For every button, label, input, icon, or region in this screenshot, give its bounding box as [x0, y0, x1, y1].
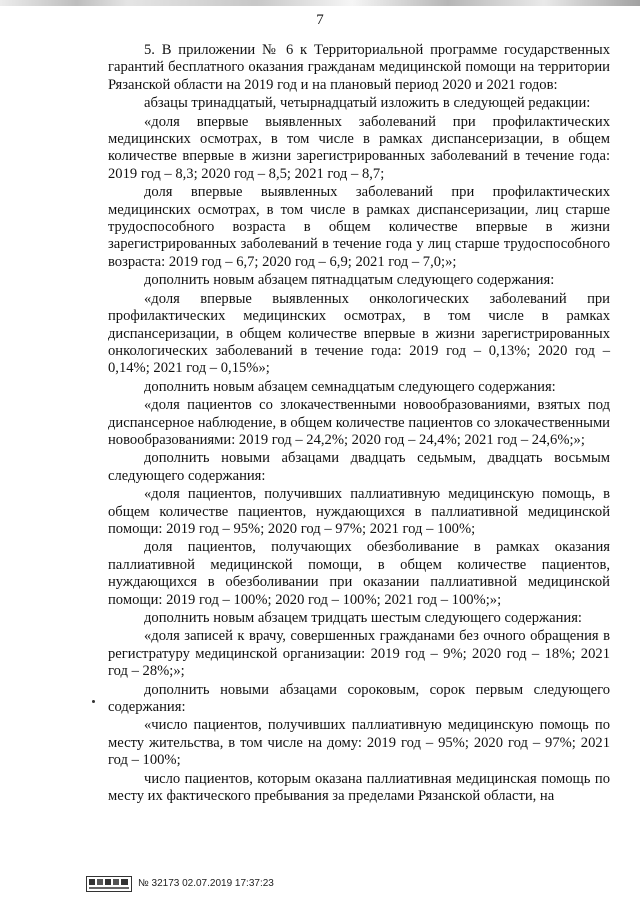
paragraph: дополнить новым абзацем пятнадцатым следующего содержания:: [144, 272, 555, 289]
paragraph: «число пациентов, получивших паллиативную медицинскую помощь по месту жительства, в том числе на дому: 2019 год – 95%; 2020 год – 97%; 2021 год – 100%;: [108, 717, 610, 769]
margin-mark: [92, 700, 95, 703]
registry-stamp-icon: [86, 876, 132, 892]
document-body: [108, 42, 610, 806]
paragraph: «доля пациентов со злокачественными новообразованиями, взятых под диспансерное наблюдение, в общем количестве пациентов со злокачественными новообразованиями: 2019 год – 24,2%; 2020 год – 24,4%; 2021 год – 24,6%;»;: [108, 397, 610, 448]
paragraph: «доля впервые выявленных заболеваний при профилактических медицинских осмотрах, в том числе в рамках диспансеризации, в общем количестве впервые в жизни зарегистрированных заболеваний в течение года: 2019 год – 8,3; 2020 год – 8,5; 2021 год – 8,7;: [108, 113, 610, 182]
paragraph: «доля пациентов, получивших паллиативную медицинскую помощь, в общем количестве пациентов, нуждающихся в паллиативной медицинской помощи: 2019 год – 95%; 2020 год – 97%; 2021 год – 100%;: [108, 486, 610, 537]
paragraph: абзацы тринадцатый, четырнадцатый изложить в следующей редакции:: [144, 95, 591, 112]
paragraph: «доля впервые выявленных онкологических заболеваний при профилактических медицинских осмотрах, в том числе в рамках диспансеризации, в общем количестве впервые в жизни зарегистрированных онкологических заболеваний в течение года: 2019 год – 0,13%; 2020 год – 0,14%; 2021 год – 0,15%»;: [108, 290, 610, 377]
paragraph: дополнить новым абзацем тридцать шестым следующего содержания:: [144, 610, 582, 626]
paragraph: «доля записей к врачу, совершенных гражданами без очного обращения в регистратуру медицинской организации: 2019 год – 9%; 2020 год – 18%; 2021 год – 28%;»;: [108, 628, 610, 680]
registration-footer: № 32173 02.07.2019 17:37:23: [138, 878, 274, 889]
paragraph: доля пациентов, получающих обезболивание в рамках оказания паллиативной медицинской помощи, в общем количестве пациентов, нуждающихся в обезболивании при оказании паллиативной медицинской помощи: 2019 год – 100%; 2020 год – 100%; 2021 год – 100%;»;: [108, 539, 610, 608]
scan-edge: [0, 0, 640, 6]
paragraph: дополнить новыми абзацами сороковым, сорок первым следующего содержания:: [108, 681, 610, 716]
paragraph: дополнить новыми абзацами двадцать седьмым, двадцать восьмым следующего содержания:: [108, 450, 610, 484]
paragraph: 5. В приложении № 6 к Территориальной программе государственных гарантий бесплатного оказания гражданам медицинской помощи на территории Рязанской области на 2019 год и на плановый период 2020 и 2021 годов:: [108, 42, 610, 93]
paragraph: дополнить новым абзацем семнадцатым следующего содержания:: [144, 378, 556, 395]
paragraph: доля впервые выявленных заболеваний при профилактических медицинских осмотрах, в том числе в рамках диспансеризации, лиц старше трудоспособного возраста в общем количестве впервые в жизни зарегистрированных заболеваний в течение года у лиц старше трудоспособного возраста: 2019 год – 6,7; 2020 год – 6,9; 2021 год – 7,0;»;: [108, 184, 610, 270]
page-number: 7: [316, 12, 324, 28]
paragraph: число пациентов, которым оказана паллиативная медицинская помощь по месту их фактического пребывания за пределами Рязанской области, на: [108, 770, 610, 805]
